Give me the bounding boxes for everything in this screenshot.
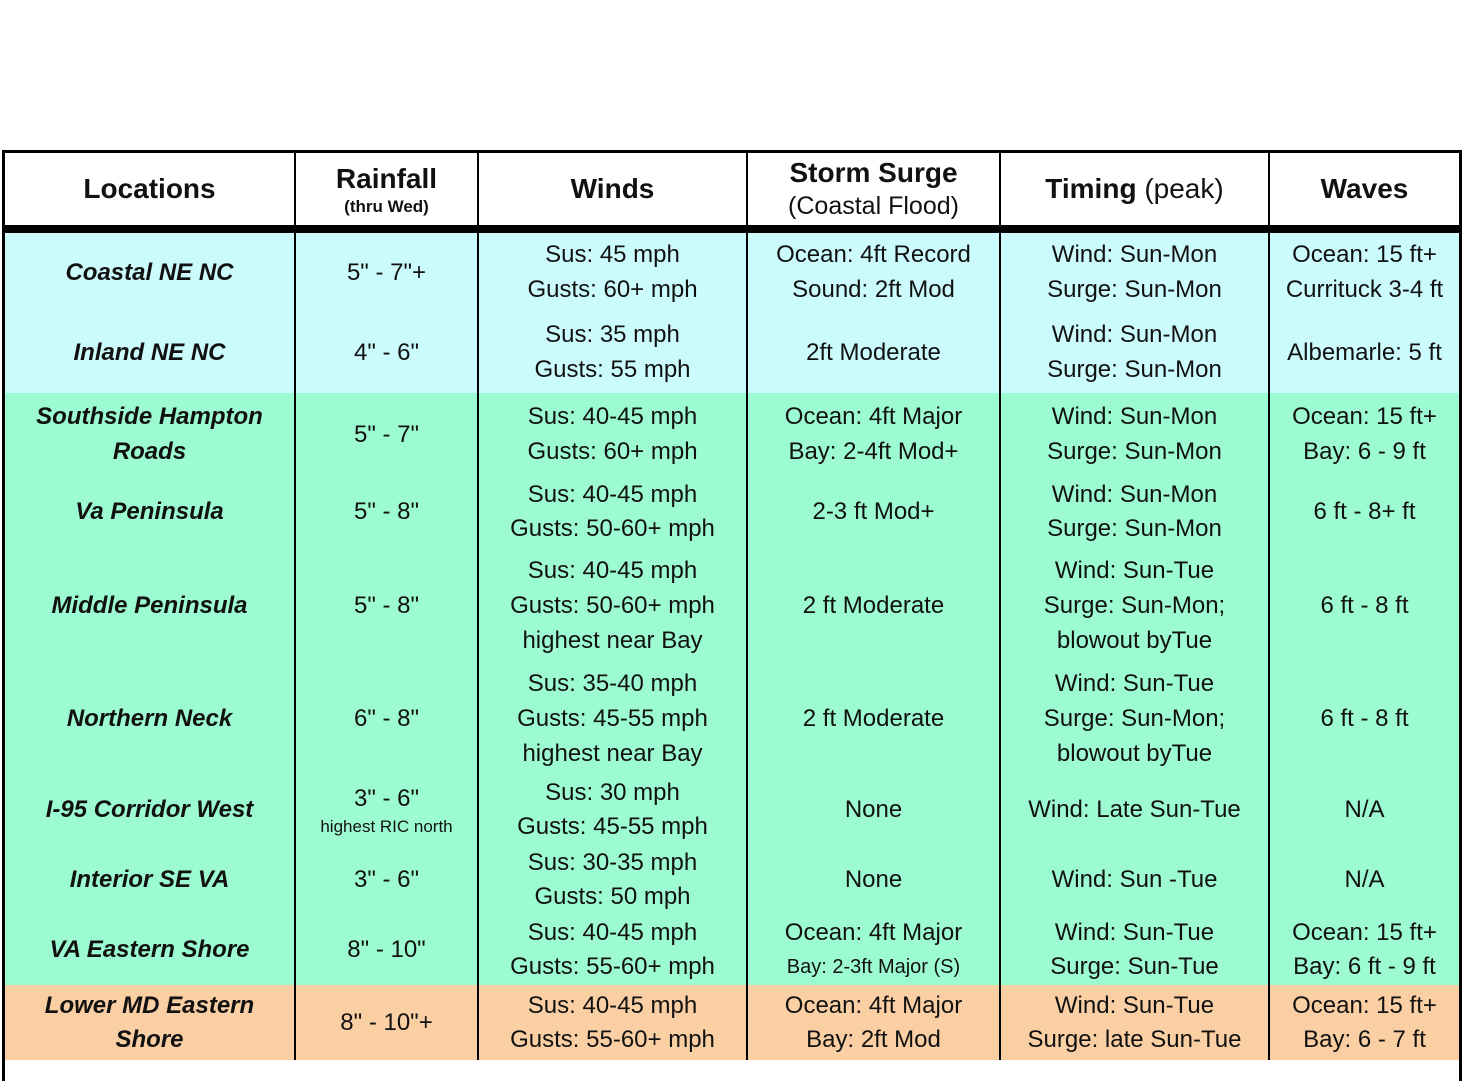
cell-winds-line: Gusts: 50-60+ mph: [510, 515, 715, 542]
cell-surge-line: None: [844, 796, 903, 823]
cell-waves-line: 6 ft - 8 ft: [1320, 705, 1409, 732]
cell-timing: [1000, 915, 1269, 985]
cell-winds-line: highest near Bay: [522, 740, 703, 767]
cell-surge: [747, 915, 1000, 985]
cell-winds-line: Gusts: 45-55 mph: [517, 813, 708, 840]
cell-winds-line: Sus: 40-45 mph: [527, 919, 698, 946]
table-header: [5, 153, 1459, 229]
cell-location: [5, 985, 295, 1060]
cell-surge: [747, 985, 1000, 1060]
cell-winds-line: Sus: 35 mph: [545, 321, 680, 348]
cell-timing-line: Wind: Sun-Tue: [1054, 919, 1215, 946]
cell-winds-line: Sus: 40-45 mph: [527, 991, 698, 1019]
cell-timing: [1000, 662, 1269, 775]
table-row: [5, 845, 1459, 915]
cell-timing: [1000, 229, 1269, 311]
cell-location-line: Va Peninsula: [75, 498, 224, 525]
cell-waves-line: Ocean: 15 ft+: [1292, 919, 1437, 946]
cell-surge-line: Ocean: 4ft Major: [784, 991, 963, 1019]
cell-location: [5, 311, 295, 393]
cell-timing-line: Wind: Sun-Mon: [1051, 403, 1218, 430]
cell-waves-line: Albemarle: 5 ft: [1287, 338, 1442, 366]
table-body: [5, 229, 1459, 1060]
cell-waves-line: Bay: 6 - 7 ft: [1303, 1025, 1426, 1053]
cell-rainfall: [295, 229, 478, 311]
cell-surge: [747, 662, 1000, 775]
cell-timing-line: blowout byTue: [1056, 740, 1213, 767]
cell-rainfall: [295, 475, 478, 549]
cell-location: [5, 775, 295, 845]
cell-timing: [1000, 393, 1269, 475]
cell-timing-line: Wind: Sun-Mon: [1051, 321, 1218, 348]
cell-waves: [1269, 229, 1459, 311]
cell-rainfall-line: 3" - 6": [353, 866, 420, 893]
cell-surge-note: Bay: 2-3ft Major (S): [786, 955, 961, 978]
cell-rainfall-note: highest RIC north: [320, 817, 453, 836]
cell-timing-line: Surge: Sun-Mon: [1047, 356, 1222, 383]
cell-waves-line: Ocean: 15 ft+: [1292, 991, 1437, 1019]
cell-waves: [1269, 775, 1459, 845]
cell-timing-line: blowout byTue: [1056, 627, 1213, 654]
cell-timing-line: Wind: Sun-Tue: [1054, 670, 1215, 697]
cell-timing-line: Surge: Sun-Mon: [1047, 438, 1222, 465]
cell-winds-line: Gusts: 60+ mph: [527, 438, 698, 465]
header-rainfall-sub: (thru Wed): [344, 197, 429, 216]
cell-waves: [1269, 311, 1459, 393]
cell-surge: [747, 845, 1000, 915]
cell-timing-line: Wind: Late Sun-Tue: [1028, 796, 1241, 823]
cell-timing-line: Wind: Sun -Tue: [1051, 866, 1218, 893]
cell-rainfall: [295, 311, 478, 393]
cell-surge-line: Bay: 2-4ft Mod+: [788, 438, 959, 465]
cell-rainfall-line: 5" - 7"+: [346, 258, 427, 286]
cell-waves: [1269, 549, 1459, 662]
cell-winds-line: Gusts: 55 mph: [534, 356, 691, 383]
cell-winds: [478, 845, 747, 915]
cell-winds-line: Gusts: 50-60+ mph: [510, 592, 715, 619]
cell-winds: [478, 662, 747, 775]
cell-timing: [1000, 845, 1269, 915]
cell-location-line: Inland NE NC: [73, 338, 226, 366]
cell-surge: [747, 775, 1000, 845]
cell-winds-line: Gusts: 55-60+ mph: [510, 953, 715, 980]
header-rainfall: Rainfall (thru Wed): [295, 153, 478, 229]
cell-rainfall-line: 6" - 8": [353, 705, 420, 732]
cell-winds-line: Gusts: 50 mph: [534, 883, 691, 910]
header-locations: Locations: [5, 153, 295, 229]
cell-waves-line: 6 ft - 8 ft: [1320, 592, 1409, 619]
cell-surge-line: None: [844, 866, 903, 893]
cell-rainfall-line: 3" - 6": [353, 785, 420, 812]
cell-location-line: Interior SE VA: [69, 866, 230, 893]
cell-location: [5, 915, 295, 985]
cell-winds: [478, 775, 747, 845]
cell-location: [5, 662, 295, 775]
cell-rainfall: [295, 549, 478, 662]
cell-winds-line: Sus: 40-45 mph: [527, 557, 698, 584]
cell-winds: [478, 475, 747, 549]
cell-location-line: Roads: [112, 438, 187, 465]
cell-waves-line: Bay: 6 - 9 ft: [1303, 438, 1426, 465]
cell-timing-line: Surge: Sun-Mon: [1047, 515, 1222, 542]
cell-winds-line: Sus: 40-45 mph: [527, 481, 698, 508]
cell-location-line: I-95 Corridor West: [45, 796, 254, 823]
header-timing-sub: (peak): [1144, 173, 1224, 204]
cell-timing-line: Surge: Sun-Mon;: [1043, 592, 1226, 619]
cell-rainfall: [295, 393, 478, 475]
cell-waves: [1269, 393, 1459, 475]
cell-surge-line: 2-3 ft Mod+: [812, 498, 935, 525]
cell-timing: [1000, 311, 1269, 393]
cell-location-line: VA Eastern Shore: [49, 936, 250, 963]
cell-waves-line: N/A: [1344, 866, 1385, 893]
cell-rainfall: [295, 662, 478, 775]
cell-rainfall-line: 8" - 10": [347, 936, 426, 963]
cell-surge: [747, 393, 1000, 475]
cell-surge-line: Sound: 2ft Mod: [792, 276, 955, 303]
cell-location-line: Shore: [115, 1025, 184, 1053]
cell-surge-line: 2ft Moderate: [806, 338, 941, 366]
cell-winds: [478, 549, 747, 662]
forecast-table: [5, 153, 1459, 1060]
cell-timing: [1000, 475, 1269, 549]
cell-winds-line: Gusts: 60+ mph: [527, 276, 698, 303]
cell-timing: [1000, 549, 1269, 662]
cell-waves-line: Ocean: 15 ft+: [1292, 403, 1437, 430]
cell-waves: [1269, 985, 1459, 1060]
cell-waves-line: Bay: 6 ft - 9 ft: [1293, 953, 1436, 980]
cell-rainfall-line: 8" - 10"+: [340, 1008, 433, 1036]
cell-timing-line: Wind: Sun-Tue: [1054, 557, 1215, 584]
cell-rainfall: [295, 775, 478, 845]
header-timing: Timing (peak): [1000, 153, 1269, 229]
cell-surge-line: 2 ft Moderate: [802, 592, 945, 619]
cell-rainfall-line: 5" - 7": [353, 420, 420, 448]
cell-winds-line: Gusts: 45-55 mph: [517, 705, 708, 732]
cell-winds-line: Sus: 35-40 mph: [527, 670, 698, 697]
table-row: [5, 549, 1459, 662]
cell-waves-line: Ocean: 15 ft+: [1292, 241, 1437, 268]
header-storm-surge: Storm Surge (Coastal Flood): [747, 153, 1000, 229]
cell-surge: [747, 475, 1000, 549]
cell-location-line: Lower MD Eastern: [44, 991, 255, 1019]
cell-winds: [478, 985, 747, 1060]
cell-surge: [747, 229, 1000, 311]
cell-surge-line: Ocean: 4ft Major: [784, 918, 963, 946]
cell-location: [5, 549, 295, 662]
forecast-table-container: [2, 150, 1462, 1081]
table-row: [5, 775, 1459, 845]
cell-timing-line: Wind: Sun-Mon: [1051, 241, 1218, 268]
cell-surge-line: Ocean: 4ft Record: [776, 241, 971, 268]
cell-surge-line: 2 ft Moderate: [802, 705, 945, 732]
cell-winds: [478, 393, 747, 475]
table-row: [5, 662, 1459, 775]
cell-timing-line: Surge: Sun-Mon: [1047, 276, 1222, 303]
cell-surge: [747, 311, 1000, 393]
table-row: [5, 393, 1459, 475]
cell-location-line: Coastal NE NC: [65, 258, 234, 286]
cell-winds-line: Sus: 45 mph: [545, 241, 680, 268]
cell-winds: [478, 311, 747, 393]
cell-winds-line: Gusts: 55-60+ mph: [510, 1025, 715, 1053]
cell-rainfall-line: 5" - 8": [353, 592, 420, 619]
table-row: [5, 985, 1459, 1060]
cell-winds-line: highest near Bay: [522, 627, 703, 654]
header-waves: Waves: [1269, 153, 1459, 229]
table-row: [5, 475, 1459, 549]
header-winds: Winds: [478, 153, 747, 229]
cell-location-line: Southside Hampton: [36, 403, 263, 430]
cell-surge: [747, 549, 1000, 662]
cell-timing-line: Surge: Sun-Tue: [1050, 953, 1219, 980]
cell-timing-line: Surge: Sun-Mon;: [1043, 705, 1226, 732]
cell-rainfall-line: 5" - 8": [353, 498, 420, 525]
table-row: [5, 915, 1459, 985]
cell-waves-line: 6 ft - 8+ ft: [1313, 498, 1416, 525]
cell-location-line: Middle Peninsula: [51, 592, 248, 619]
cell-timing-line: Wind: Sun-Mon: [1051, 481, 1218, 508]
cell-waves-line: Currituck 3-4 ft: [1285, 276, 1444, 303]
cell-location: [5, 229, 295, 311]
cell-winds-line: Sus: 30 mph: [545, 779, 680, 806]
header-surge-sub: (Coastal Flood): [788, 192, 959, 220]
cell-location: [5, 475, 295, 549]
cell-location: [5, 845, 295, 915]
cell-rainfall: [295, 845, 478, 915]
cell-waves-line: N/A: [1344, 796, 1385, 823]
cell-winds-line: Sus: 40-45 mph: [527, 403, 698, 430]
cell-rainfall-line: 4" - 6": [353, 338, 420, 366]
table-row: [5, 311, 1459, 393]
cell-winds-line: Sus: 30-35 mph: [527, 849, 698, 876]
cell-rainfall: [295, 985, 478, 1060]
cell-waves: [1269, 662, 1459, 775]
cell-location-line: Northern Neck: [66, 705, 233, 732]
cell-waves: [1269, 845, 1459, 915]
cell-winds: [478, 915, 747, 985]
cell-location: [5, 393, 295, 475]
cell-winds: [478, 229, 747, 311]
cell-timing: [1000, 985, 1269, 1060]
cell-surge-line: Ocean: 4ft Major: [784, 403, 963, 430]
table-row: [5, 229, 1459, 311]
cell-waves: [1269, 475, 1459, 549]
cell-timing: [1000, 775, 1269, 845]
cell-rainfall: [295, 915, 478, 985]
cell-timing-line: Wind: Sun-Tue: [1054, 991, 1215, 1019]
cell-surge-line: Bay: 2ft Mod: [806, 1025, 941, 1053]
cell-waves: [1269, 915, 1459, 985]
cell-timing-line: Surge: late Sun-Tue: [1027, 1025, 1242, 1053]
